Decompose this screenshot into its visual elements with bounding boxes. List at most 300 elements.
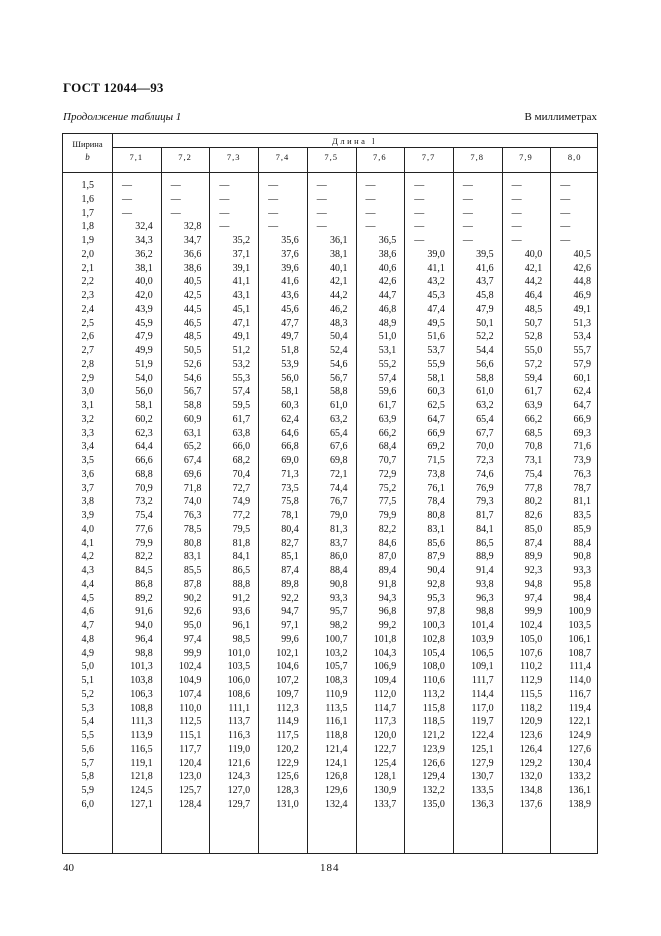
table-cell: 104,6: [276, 661, 299, 673]
width-cell: 3,4: [81, 441, 94, 453]
table-cell: 106,1: [568, 633, 591, 645]
table-cell: —: [122, 193, 132, 205]
width-cell: 3,5: [81, 455, 94, 466]
table-cell: —: [511, 221, 522, 233]
table-cell: 83,7: [329, 537, 348, 549]
width-cell: 4,0: [81, 523, 94, 535]
table-cell: 92,2: [281, 592, 299, 604]
table-cell: 38,1: [329, 248, 348, 260]
table-cell: 55,0: [524, 345, 543, 356]
table-cell: 85,0: [524, 523, 543, 535]
table-cell: 48,5: [183, 331, 202, 343]
table-cell: 85,5: [183, 565, 202, 576]
table-cell: —: [365, 193, 376, 205]
table-cell: 103,5: [568, 620, 591, 631]
table-cell: —: [560, 235, 571, 246]
table-cell: —: [219, 207, 230, 219]
table-cell: 118,8: [325, 730, 348, 741]
table-cell: 120,2: [276, 743, 299, 755]
table-cell: 116,7: [568, 688, 591, 700]
table-cell: 72,9: [378, 468, 397, 480]
table-cell: 97,4: [524, 592, 543, 604]
width-cell: 2,0: [81, 248, 94, 260]
table-cell: 95,7: [329, 606, 348, 618]
table-cell: 66,9: [573, 413, 591, 425]
table-cell: 91,6: [135, 606, 153, 618]
table-cell: 90,8: [329, 578, 348, 590]
table-cell: 60,3: [281, 400, 299, 411]
table-row: [63, 592, 597, 605]
table-cell: 122,7: [373, 743, 397, 755]
table-cell: 78,1: [281, 510, 299, 521]
table-cell: 38,1: [135, 262, 153, 274]
table-cell: 52,6: [183, 358, 202, 370]
table-cell: 103,8: [130, 675, 153, 686]
table-cell: 82,2: [135, 551, 153, 563]
table-cell: 58,8: [476, 372, 494, 384]
table-cell: 110,0: [179, 702, 202, 714]
table-cell: 54,4: [476, 345, 494, 356]
table-row: [63, 317, 597, 330]
table-cell: 104,9: [178, 675, 202, 686]
width-cell: 4,9: [81, 647, 94, 659]
table-cell: 104,3: [373, 647, 397, 659]
table-cell: 61,0: [329, 400, 348, 411]
table-cell: 88,8: [232, 578, 251, 590]
length-header: Длина l: [332, 136, 377, 146]
width-cell: 2,3: [81, 290, 94, 301]
width-label: Ширина: [72, 139, 103, 149]
table-cell: 53,9: [281, 358, 299, 370]
table-cell: —: [122, 180, 132, 191]
table-cell: —: [219, 180, 230, 191]
table-cell: —: [462, 193, 473, 205]
table-cell: 91,8: [378, 578, 397, 590]
table-cell: 127,1: [130, 798, 153, 810]
table-cell: 134,8: [519, 785, 543, 796]
column-header: 7,3: [226, 152, 241, 162]
column-divider: [161, 147, 162, 853]
table-cell: 71,5: [427, 455, 445, 466]
table-cell: 101,8: [373, 633, 397, 645]
table-cell: 62,4: [281, 413, 299, 425]
table-cell: 123,9: [422, 743, 445, 755]
table-cell: 67,6: [329, 441, 348, 453]
column-divider: [356, 147, 357, 853]
table-cell: 124,9: [568, 730, 591, 741]
table-cell: 102,4: [519, 620, 543, 631]
table-cell: 83,1: [183, 551, 202, 563]
table-cell: 114,7: [374, 702, 397, 714]
width-cell: 4,1: [81, 537, 94, 549]
width-cell: 5,4: [81, 716, 94, 728]
table-cell: 105,0: [519, 633, 543, 645]
table-cell: 81,3: [329, 523, 348, 535]
table-row: [63, 344, 597, 357]
table-cell: 35,2: [232, 235, 251, 246]
table-cell: 37,6: [281, 248, 299, 260]
table-cell: 101,0: [227, 647, 251, 659]
table-cell: 51,9: [135, 358, 153, 370]
table-cell: 42,1: [329, 276, 348, 288]
width-cell: 4,7: [81, 620, 94, 631]
table-cell: 47,9: [135, 331, 153, 343]
table-cell: 102,8: [422, 633, 445, 645]
table-cell: 58,1: [281, 386, 299, 398]
table-cell: 73,5: [281, 482, 299, 494]
table-cell: 111,7: [471, 675, 494, 686]
width-cell: 4,2: [81, 551, 94, 563]
table-row: [63, 482, 597, 495]
table-cell: 130,9: [373, 785, 397, 796]
table-row: [63, 523, 597, 536]
table-cell: 109,7: [276, 688, 299, 700]
table-cell: 45,3: [427, 290, 445, 301]
table-cell: 120,9: [519, 716, 543, 728]
table-cell: 109,1: [471, 661, 494, 673]
table-row: [63, 440, 597, 453]
table-cell: 96,1: [232, 620, 251, 631]
table-row: [63, 385, 597, 398]
table-cell: 106,0: [227, 675, 251, 686]
table-cell: 108,8: [130, 702, 153, 714]
table-cell: 84,1: [232, 551, 251, 563]
table-cell: 66,6: [135, 455, 153, 466]
table-cell: 70,8: [524, 441, 543, 453]
table-cell: 133,7: [373, 798, 397, 810]
table-cell: 125,1: [471, 743, 494, 755]
table-cell: 72,1: [329, 468, 348, 480]
table-cell: 114,9: [276, 716, 299, 728]
table-cell: —: [511, 193, 522, 205]
table-row: [63, 509, 597, 522]
table-cell: 124,1: [324, 757, 348, 769]
column-header: 7,7: [421, 152, 436, 162]
table-cell: 93,3: [573, 565, 591, 576]
table-cell: 59,5: [232, 400, 251, 411]
width-cell: 5,3: [81, 702, 94, 714]
table-cell: 81,8: [232, 537, 251, 549]
width-cell: 2,8: [81, 358, 94, 370]
table-cell: —: [316, 221, 327, 233]
table-cell: 79,0: [329, 510, 348, 521]
table-cell: 44,8: [573, 276, 591, 288]
table-row: [63, 605, 597, 618]
table-cell: 112,0: [374, 688, 397, 700]
table-cell: 44,5: [183, 303, 202, 315]
table-cell: 63,1: [183, 427, 202, 439]
table-cell: —: [316, 180, 327, 191]
table-cell: 113,2: [422, 688, 445, 700]
table-cell: 137,6: [519, 798, 543, 810]
table-cell: 37,1: [232, 248, 251, 260]
table-cell: 56,0: [135, 386, 153, 398]
table-cell: 131,0: [276, 798, 299, 810]
table-cell: 58,8: [329, 386, 348, 398]
width-cell: 5,5: [81, 730, 94, 741]
table-cell: 135,0: [422, 798, 445, 810]
table-cell: 109,4: [373, 675, 397, 686]
table-cell: 132,4: [324, 798, 348, 810]
table-cell: 81,7: [476, 510, 494, 521]
width-cell: 2,5: [81, 317, 94, 329]
table-row: [63, 633, 597, 646]
table-cell: 46,4: [524, 290, 543, 301]
table-cell: 125,6: [276, 771, 299, 783]
table-cell: —: [462, 235, 473, 246]
table-cell: 66,0: [232, 441, 251, 453]
width-cell: 5,0: [81, 661, 94, 673]
table-cell: 94,0: [135, 620, 153, 631]
width-cell: 4,5: [81, 592, 94, 604]
table-cell: 78,5: [183, 523, 202, 535]
column-header: 7,8: [470, 152, 485, 162]
table-cell: 92,3: [524, 565, 543, 576]
table-cell: 50,1: [476, 317, 494, 329]
table-cell: 36,6: [183, 248, 202, 260]
table-cell: 115,1: [179, 730, 202, 741]
table-row: [63, 619, 597, 632]
table-cell: 123,0: [178, 771, 202, 783]
table-cell: 118,5: [422, 716, 445, 728]
table-cell: 76,3: [183, 510, 202, 521]
table-cell: 94,3: [378, 592, 397, 604]
table-cell: 94,7: [281, 606, 299, 618]
table-cell: 55,9: [427, 358, 445, 370]
table-cell: 50,5: [183, 345, 202, 356]
table-cell: 53,7: [427, 345, 445, 356]
table-cell: 64,7: [427, 413, 445, 425]
table-cell: 107,4: [178, 688, 202, 700]
table-cell: 60,2: [135, 413, 153, 425]
width-cell: 3,3: [81, 427, 94, 439]
table-row: [63, 179, 597, 192]
table-cell: 113,9: [130, 730, 153, 741]
table-cell: 116,3: [227, 730, 251, 741]
width-cell: 6,0: [81, 798, 94, 810]
table-cell: 124,3: [227, 771, 251, 783]
table-row: [63, 193, 597, 206]
table-cell: 56,0: [281, 372, 299, 384]
table-cell: 48,3: [329, 317, 348, 329]
table-cell: 83,1: [427, 523, 445, 535]
table-cell: 129,4: [422, 771, 445, 783]
table-cell: 86,5: [232, 565, 251, 576]
table-cell: 65,2: [183, 441, 202, 453]
table-cell: 36,2: [135, 248, 153, 260]
table-row: [63, 427, 597, 440]
table-cell: 32,8: [183, 221, 202, 233]
table-cell: 67,7: [476, 427, 494, 439]
table-row: [63, 770, 597, 783]
table-cell: —: [462, 221, 473, 233]
table-cell: 43,6: [281, 290, 299, 301]
table-cell: 85,6: [427, 537, 445, 549]
table-cell: 44,2: [524, 276, 543, 288]
table-cell: —: [268, 207, 279, 219]
width-cell: 3,6: [81, 468, 94, 480]
table-cell: —: [414, 207, 425, 219]
table-cell: 43,1: [232, 290, 251, 301]
table-cell: 85,9: [573, 523, 591, 535]
table-cell: 78,4: [427, 496, 445, 508]
width-cell: 1,7: [81, 207, 94, 219]
table-cell: 50,7: [524, 317, 543, 329]
table-cell: 115,5: [520, 688, 543, 700]
table-row: [63, 495, 597, 508]
table-cell: 45,6: [281, 303, 299, 315]
table-cell: 66,9: [427, 427, 445, 439]
table-cell: 42,1: [524, 262, 543, 274]
table-cell: 82,6: [524, 510, 543, 521]
table-cell: 61,7: [232, 413, 251, 425]
table-cell: 122,4: [471, 730, 494, 741]
table-cell: 119,7: [471, 716, 494, 728]
width-cell: 2,1: [81, 262, 94, 274]
table-cell: —: [122, 207, 132, 219]
table-row: [63, 262, 597, 275]
table-row: [63, 413, 597, 426]
table-cell: 72,7: [232, 482, 251, 494]
table-cell: 49,1: [573, 303, 591, 315]
table-cell: 64,7: [573, 400, 591, 411]
table-cell: 89,4: [378, 565, 397, 576]
table-cell: 54,6: [183, 372, 202, 384]
table-cell: 76,1: [427, 482, 445, 494]
width-cell: 2,7: [81, 345, 94, 356]
table-cell: —: [170, 207, 181, 219]
table-row: [63, 743, 597, 756]
table-cell: 57,4: [378, 372, 397, 384]
table-row: [63, 275, 597, 288]
table-cell: 136,3: [471, 798, 494, 810]
table-row: [63, 729, 597, 742]
header-divider: [63, 172, 597, 173]
table-cell: 66,8: [281, 441, 299, 453]
table-cell: —: [511, 207, 522, 219]
table-cell: 41,6: [476, 262, 494, 274]
table-cell: 81,1: [573, 496, 591, 508]
table-cell: 69,0: [281, 455, 299, 466]
table-cell: 82,2: [378, 523, 397, 535]
table-cell: 92,6: [183, 606, 202, 618]
table-cell: 63,8: [232, 427, 251, 439]
width-cell: 3,9: [81, 510, 94, 521]
table-cell: 68,8: [135, 468, 153, 480]
table-cell: 97,8: [427, 606, 445, 618]
table-cell: —: [462, 180, 473, 191]
table-cell: 63,2: [476, 400, 494, 411]
table-cell: 52,8: [524, 331, 543, 343]
table-cell: 66,2: [524, 413, 543, 425]
table-row: [63, 550, 597, 563]
table-cell: —: [414, 193, 425, 205]
table-cell: 49,1: [232, 331, 251, 343]
table-cell: 85,1: [281, 551, 299, 563]
table-cell: 86,5: [476, 537, 494, 549]
table-cell: 38,6: [183, 262, 202, 274]
table-cell: 79,9: [378, 510, 397, 521]
table-cell: 60,1: [573, 372, 591, 384]
table-cell: 86,0: [329, 551, 348, 563]
width-cell: 3,2: [81, 413, 94, 425]
table-cell: 69,8: [329, 455, 348, 466]
table-cell: 113,7: [227, 716, 251, 728]
table-cell: 51,0: [378, 331, 397, 343]
table-cell: 57,4: [232, 386, 251, 398]
table-cell: —: [365, 207, 376, 219]
column-divider: [453, 147, 454, 853]
table-cell: 129,6: [324, 785, 348, 796]
table-cell: 120,0: [373, 730, 397, 741]
table-cell: —: [268, 180, 279, 191]
column-divider: [209, 147, 210, 853]
column-divider: [550, 147, 551, 853]
table-cell: 60,9: [183, 413, 202, 425]
table-cell: 77,6: [135, 523, 153, 535]
table-cell: 65,4: [476, 413, 494, 425]
table-cell: —: [219, 193, 230, 205]
table-cell: 116,1: [325, 716, 348, 728]
table-cell: —: [365, 180, 376, 191]
table-row: [63, 798, 597, 811]
table-cell: 80,8: [427, 510, 445, 521]
table-cell: 63,9: [524, 400, 543, 411]
table-cell: 46,8: [378, 303, 397, 315]
table-cell: 94,8: [524, 578, 543, 590]
table-cell: 115,8: [422, 702, 445, 714]
table-row: [63, 647, 597, 660]
table-cell: 51,3: [573, 317, 591, 329]
width-cell: 1,8: [81, 221, 94, 233]
table-cell: —: [560, 193, 571, 205]
table-cell: 99,2: [378, 620, 397, 631]
table-row: [63, 578, 597, 591]
table-cell: 39,1: [232, 262, 251, 274]
table-cell: 49,9: [135, 345, 153, 356]
width-cell: 5,6: [81, 743, 94, 755]
table-cell: 40,0: [135, 276, 153, 288]
table-row: [63, 757, 597, 770]
table-cell: 108,0: [422, 661, 445, 673]
table-cell: 102,1: [276, 647, 299, 659]
table-cell: 57,2: [524, 358, 543, 370]
table-cell: 93,3: [329, 592, 348, 604]
table-cell: 70,7: [378, 455, 397, 466]
table-cell: 40,6: [378, 262, 397, 274]
width-cell: 3,7: [81, 482, 94, 494]
table-cell: 87,0: [378, 551, 397, 563]
table-cell: 112,9: [520, 675, 543, 686]
table-cell: 87,9: [427, 551, 445, 563]
table-cell: 112,3: [276, 702, 299, 714]
width-cell: 4,4: [81, 578, 94, 590]
table-cell: 50,4: [329, 331, 348, 343]
table-cell: 96,4: [135, 633, 153, 645]
table-cell: 61,7: [524, 386, 543, 398]
table-row: [63, 688, 597, 701]
table-caption: Продолжение таблицы 1: [63, 111, 182, 123]
table-cell: 75,2: [378, 482, 397, 494]
table-cell: 90,4: [427, 565, 445, 576]
table-cell: 47,4: [427, 303, 445, 315]
table-cell: 89,2: [135, 592, 153, 604]
table-cell: 108,7: [568, 647, 591, 659]
column-header: 7,6: [373, 152, 387, 162]
table-cell: 59,4: [524, 372, 543, 384]
width-cell: 2,9: [81, 372, 94, 384]
width-cell: 5,9: [81, 785, 94, 796]
